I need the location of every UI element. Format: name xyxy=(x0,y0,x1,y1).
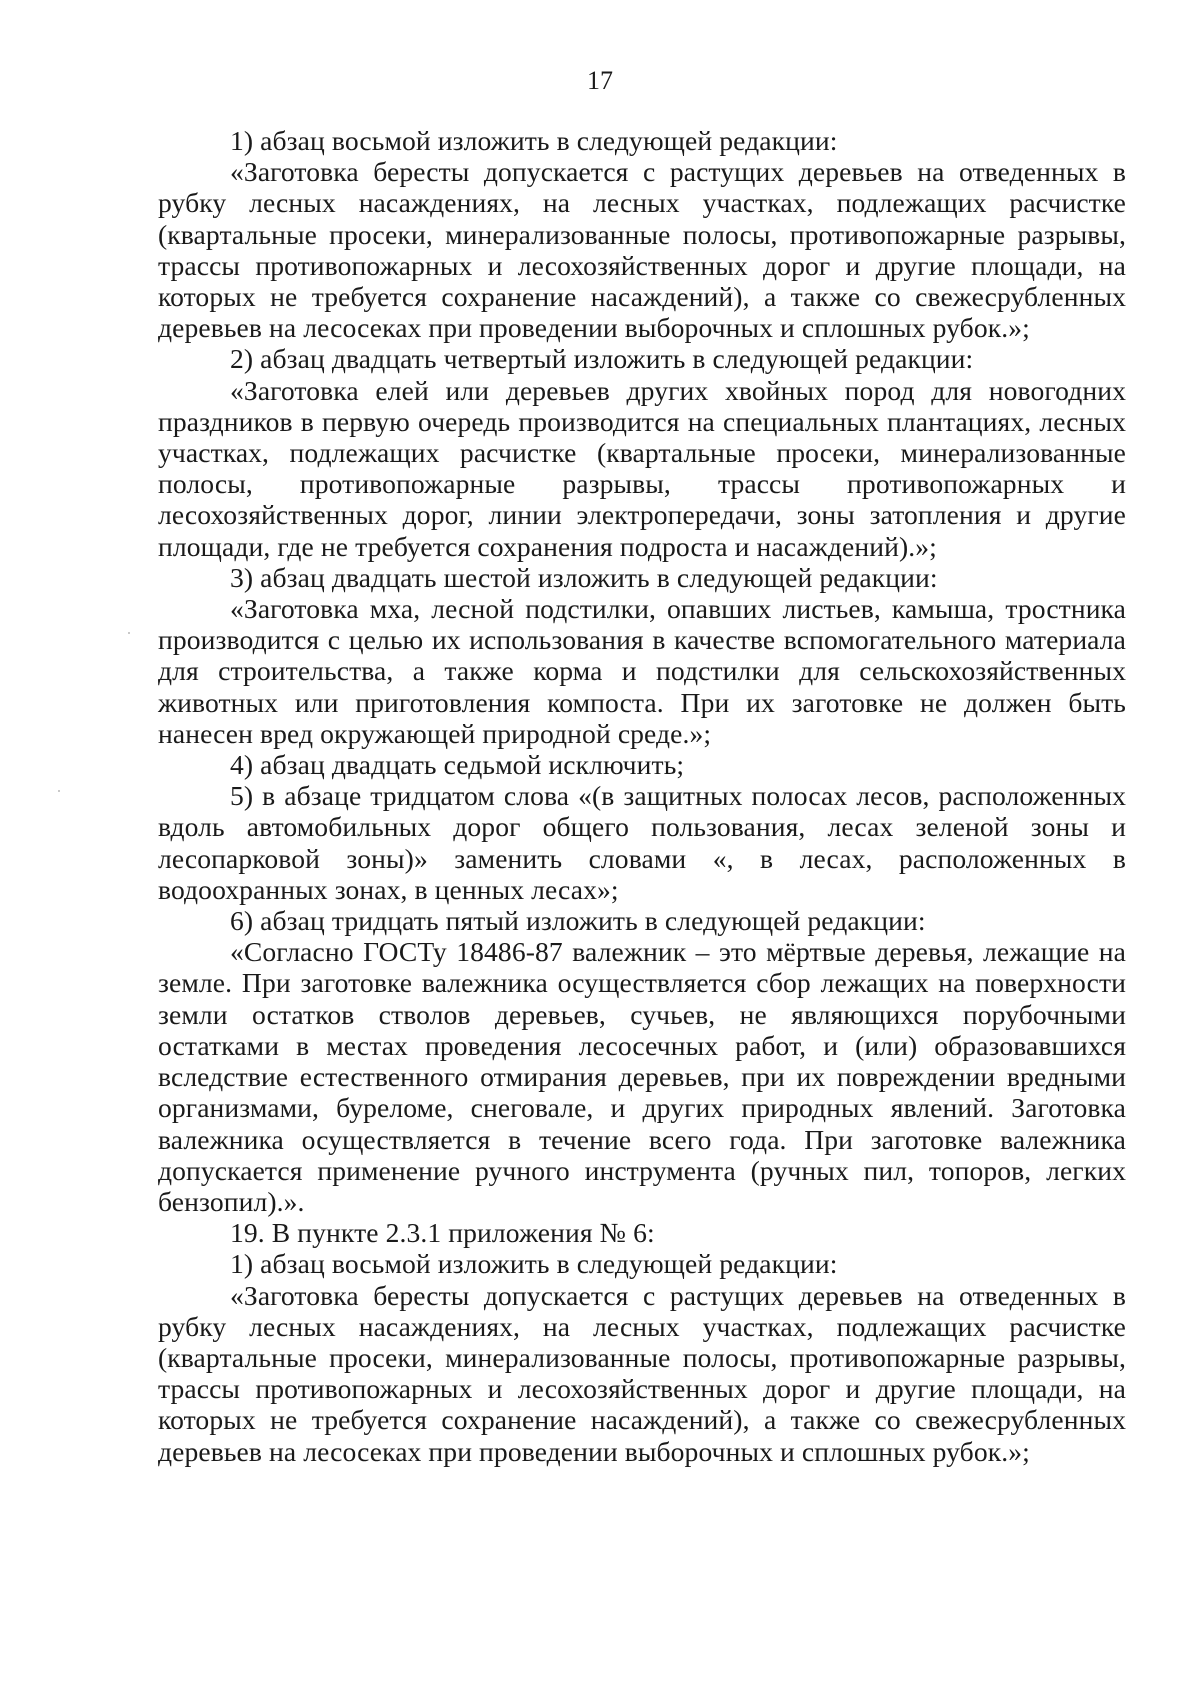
paragraph: 6) абзац тридцать пятый изложить в следующей редакции: xyxy=(230,905,926,937)
paragraph: «Заготовка елей или деревьев других хвойных пород для новогодних праздников в первую очередь производится на специальных плантациях, лесных участках, подлежащих расчистке (квартальные просеки, минерализованные полосы, противопожарные разрывы, трассы противопожарных и лесохозяйственных дорог, линии электропередачи, зоны затопления и другие площади, где не требуется сохранения подроста и насаждений).»; xyxy=(158,374,1126,562)
paragraph: «Заготовка мха, лесной подстилки, опавших листьев, камыша, тростника производится с целью их использования в качестве вспомогательного материала для строительства, а также корма и подстилки для сельскохозяйственных животных или приготовления компоста. При их заготовке не должен быть нанесен вред окружающей природной среде.»; xyxy=(158,593,1126,749)
scan-speck xyxy=(128,632,130,634)
paragraph: «Заготовка бересты допускается с растущих деревьев на отведенных в рубку лесных насаждениях, на лесных участках, подлежащих расчистке (квартальные просеки, минерализованные полосы, противопожарные разрывы, трассы противопожарных и лесохозяйственных дорог и другие площади, на которых не требуется сохранение насаждений), а также со свежесрубленных деревьев на лесосеках при проведении выборочных и сплошных рубок.»; xyxy=(158,156,1126,344)
scan-speck xyxy=(58,790,60,792)
paragraph: 1) абзац восьмой изложить в следующей редакции: xyxy=(230,1248,838,1280)
paragraph: «Заготовка бересты допускается с растущих деревьев на отведенных в рубку лесных насаждениях, на лесных участках, подлежащих расчистке (квартальные просеки, минерализованные полосы, противопожарные разрывы, трассы противопожарных и лесохозяйственных дорог и другие площади, на которых не требуется сохранение насаждений), а также со свежесрубленных деревьев на лесосеках при проведении выборочных и сплошных рубок.»; xyxy=(158,1279,1126,1467)
paragraph: 3) абзац двадцать шестой изложить в следующей редакции: xyxy=(230,561,938,593)
page-number: 17 xyxy=(587,66,613,95)
paragraph: «Согласно ГОСТу 18486-87 валежник – это мёртвые деревья, лежащие на земле. При заготовке валежника осуществляется сбор лежащих на поверхности земли остатков стволов деревьев, сучьев, не являющихся порубочными остатками в местах проведения лесосечных работ, и (или) образовавшихся вследствие естественного отмирания деревьев, при их повреждении вредными организмами, буреломе, снеговале, и других природных явлений. Заготовка валежника осуществляется в течение всего года. При заготовке валежника допускается применение ручного инструмента (ручных пил, топоров, легких бензопил).». xyxy=(158,936,1126,1217)
document-body xyxy=(158,125,1126,1467)
paragraph: 4) абзац двадцать седьмой исключить; xyxy=(230,749,685,781)
paragraph: 2) абзац двадцать четвертый изложить в следующей редакции: xyxy=(230,343,974,375)
paragraph: 1) абзац восьмой изложить в следующей редакции: xyxy=(230,125,838,156)
paragraph: 5) в абзаце тридцатом слова «(в защитных полосах лесов, расположенных вдоль автомобильных дорог общего пользования, лесах зеленой зоны и лесопарковой зоны)» заменить словами «, в лесах, расположенных в водоохранных зонах, в ценных лесах»; xyxy=(158,780,1126,905)
paragraph: 19. В пункте 2.3.1 приложения № 6: xyxy=(230,1217,655,1249)
